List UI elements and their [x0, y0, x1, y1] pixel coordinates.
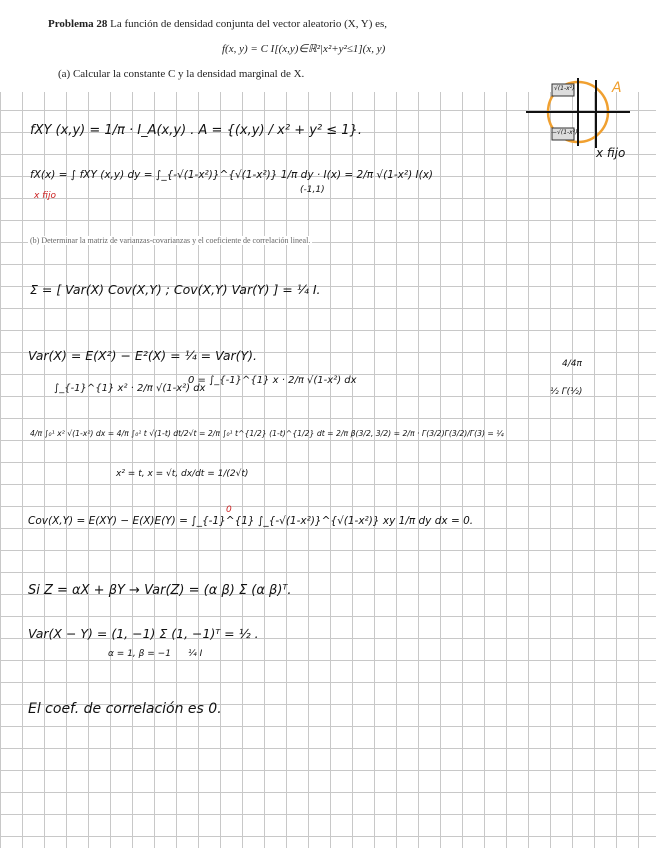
alpha-beta-values: α = 1, β = −1	[108, 649, 171, 659]
problem-statement	[48, 18, 608, 30]
first-moment-integral: 0 = ∫_{-1}^{1} x · 2/π √(1-x²) dx	[188, 375, 357, 386]
region-label: A	[612, 80, 622, 96]
unit-disk-diagram	[522, 74, 642, 166]
second-moment-integral: ∫_{-1}^{1} x² · 2/π √(1-x²) dx	[54, 383, 206, 394]
marginal-interval: (-1,1)	[300, 185, 325, 195]
upper-bound-label: √(1-x²)	[554, 85, 575, 92]
linear-combination-line: Si Z = αX + βY → Var(Z) = (α β) Σ (α β)ᵀ.	[28, 583, 292, 598]
sigma-substitution: ¼ I	[188, 649, 203, 659]
problem-label: Problema 28	[48, 18, 108, 30]
final-conclusion: El coef. de correlación es 0.	[28, 701, 222, 717]
fixed-x-note: x fijo	[596, 146, 626, 160]
part-b-question: (b) Determinar la matriz de varianzas-covarianzas y el coeficiente de correlación lineal.	[30, 236, 311, 245]
beta-integral-line: 4/π ∫₀¹ x² √(1-x²) dx = 4/π ∫₀¹ t √(1-t) dt/2√t = 2/π ∫₀¹ t^{1/2} (1-t)^{1/2} dt = 2/π β(3/2, 3/2) = 2/π · Γ(3/2)Γ(3/2)/Γ(3) = ¼	[30, 429, 504, 438]
covariance-matrix-line: Σ = [ Var(X) Cov(X,Y) ; Cov(X,Y) Var(Y) ] = ¼ I.	[30, 282, 321, 297]
variance-line: Var(X) = E(X²) − E²(X) = ¼ = Var(Y).	[28, 348, 258, 363]
x-fixed-note: x fijo	[34, 191, 57, 201]
variance-difference-line: Var(X − Y) = (1, −1) Σ (1, −1)ᵀ = ½ .	[28, 626, 259, 641]
density-formula: f(x, y) = C I[(x,y)∈ℝ²|x²+y²≤1](x, y)	[222, 43, 386, 55]
joint-density-line: fXY (x,y) = 1/π · I_A(x,y) . A = {(x,y) / x² + y² ≤ 1}.	[30, 123, 362, 138]
marginal-density-line: fX(x) = ∫ fXY (x,y) dy = ∫_{-√(1-x²)}^{√(1-x²)} 1/π dy · I(x) = 2/π √(1-x²) I(x)	[30, 169, 434, 181]
covariance-line: Cov(X,Y) = E(XY) − E(X)E(Y) = ∫_{-1}^{1} ∫_{-√(1-x²)}^{√(1-x²)} xy 1/π dy dx = 0.	[28, 515, 474, 527]
beta-top-note: 4/4π	[562, 359, 582, 369]
part-a-question: (a) Calcular la constante C y la densidad marginal de X.	[58, 68, 305, 80]
problem-text: La función de densidad conjunta del vector aleatorio (X, Y) es,	[110, 18, 388, 30]
cov-zero-mark: 0	[226, 505, 232, 515]
substitution-note: x² = t, x = √t, dx/dt = 1/(2√t)	[116, 469, 249, 479]
beta-fraction-numerator: ½ Γ(½)	[550, 387, 583, 397]
lower-bound-label: −√(1-x²)	[552, 129, 578, 136]
